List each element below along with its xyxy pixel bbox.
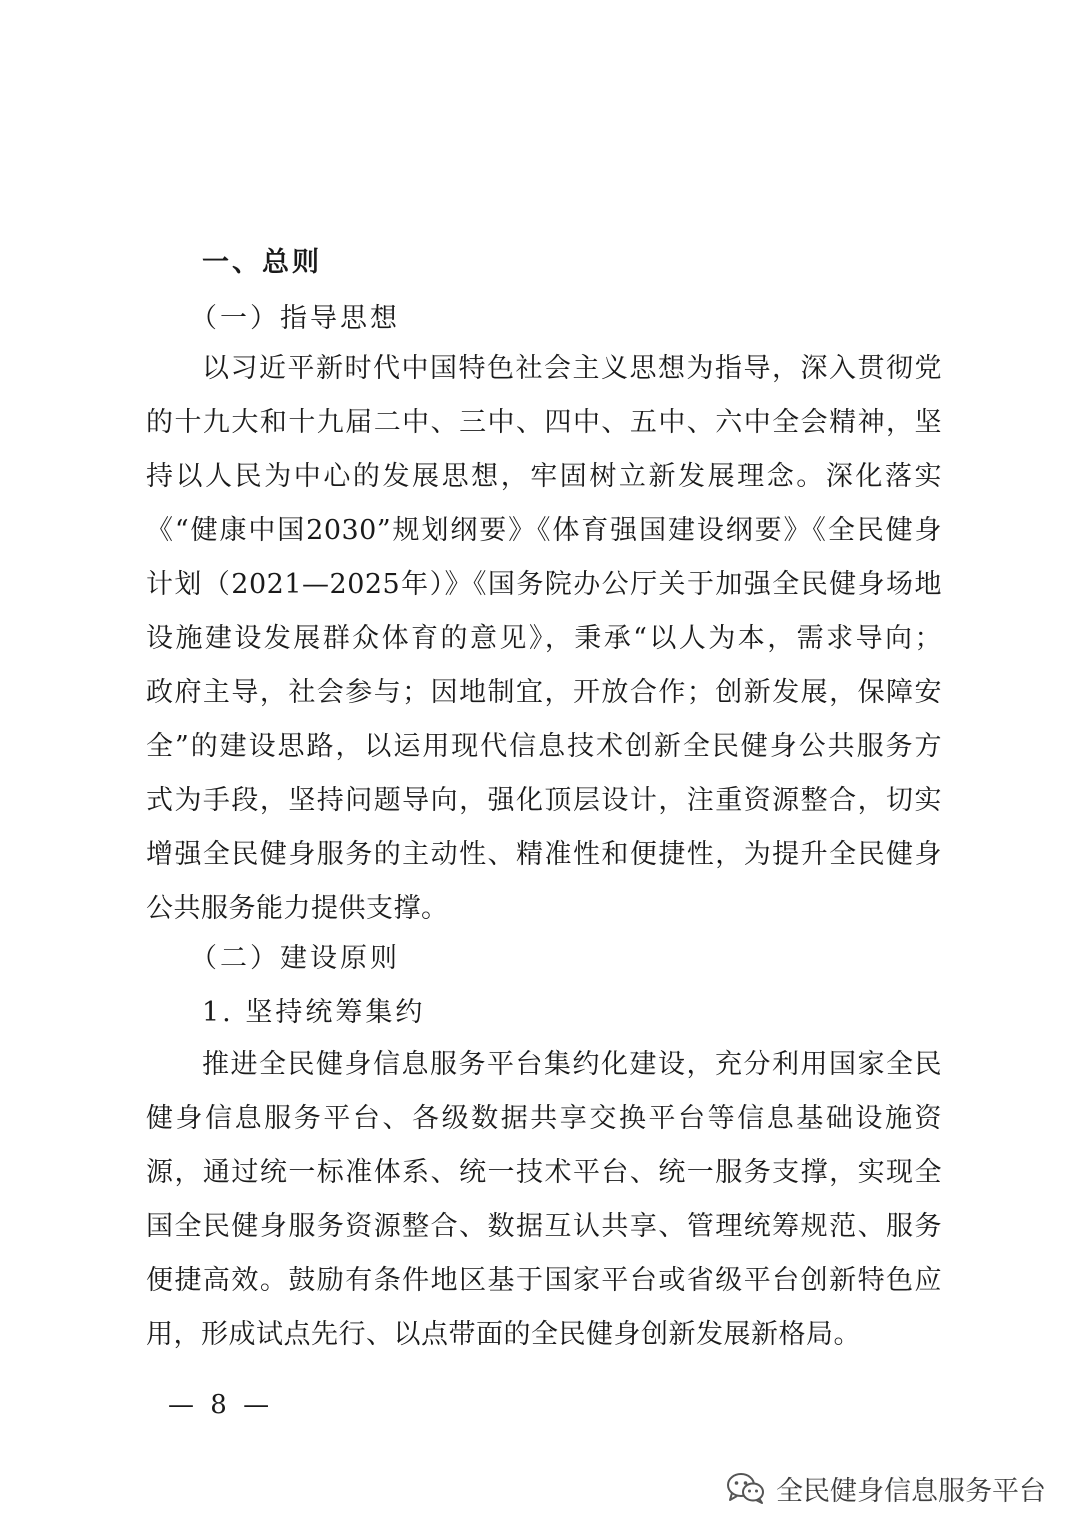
paragraph-line: 公共服务能力提供支撑。 (146, 893, 449, 924)
paragraph-line: 全”的建设思路，以运用现代信息技术创新全民健身公共服务方 (146, 731, 942, 762)
paragraph-line: 持以人民为中心的发展思想，牢固树立新发展理念。深化落实 (146, 461, 942, 492)
wechat-icon (726, 1471, 766, 1505)
paragraph-line: 计划（2021—2025年）》《国务院办公厅关于加强全民健身场地 (146, 569, 942, 600)
subsection-title-principles: （二）建设原则 (190, 943, 400, 974)
item-title-coordination: 1. 坚持统筹集约 (202, 997, 426, 1028)
paragraph-line: 用，形成试点先行、以点带面的全民健身创新发展新格局。 (146, 1319, 861, 1350)
paragraph-line: 健身信息服务平台、各级数据共享交换平台等信息基础设施资 (146, 1103, 942, 1134)
paragraph-line: 推进全民健身信息服务平台集约化建设，充分利用国家全民 (202, 1049, 942, 1080)
paragraph-line: 的十九大和十九届二中、三中、四中、五中、六中全会精神，坚 (146, 407, 942, 438)
paragraph-line: 国全民健身服务资源整合、数据互认共享、管理统筹规范、服务 (146, 1211, 942, 1242)
section-title: 一、总则 (202, 247, 322, 278)
paragraph-line: 以习近平新时代中国特色社会主义思想为指导，深入贯彻党 (202, 353, 942, 384)
subsection-title-guiding-ideology: （一）指导思想 (190, 303, 400, 334)
page-number: — 8 — (168, 1390, 274, 1420)
paragraph-line: 增强全民健身服务的主动性、精准性和便捷性，为提升全民健身 (146, 839, 942, 870)
watermark (726, 1468, 1046, 1508)
paragraph-line: 便捷高效。鼓励有条件地区基于国家平台或省级平台创新特色应 (146, 1265, 942, 1296)
paragraph-line: 《“健康中国2030”规划纲要》《体育强国建设纲要》《全民健身 (146, 515, 942, 546)
paragraph-line: 式为手段，坚持问题导向，强化顶层设计，注重资源整合，切实 (146, 785, 942, 816)
paragraph-line: 设施建设发展群众体育的意见》，秉承“以人为本，需求导向； (146, 623, 942, 654)
watermark-text: 全民健身信息服务平台 (776, 1475, 1046, 1507)
paragraph-line: 源，通过统一标准体系、统一技术平台、统一服务支撑，实现全 (146, 1157, 942, 1188)
paragraph-line: 政府主导，社会参与；因地制宜，开放合作；创新发展，保障安 (146, 677, 942, 708)
